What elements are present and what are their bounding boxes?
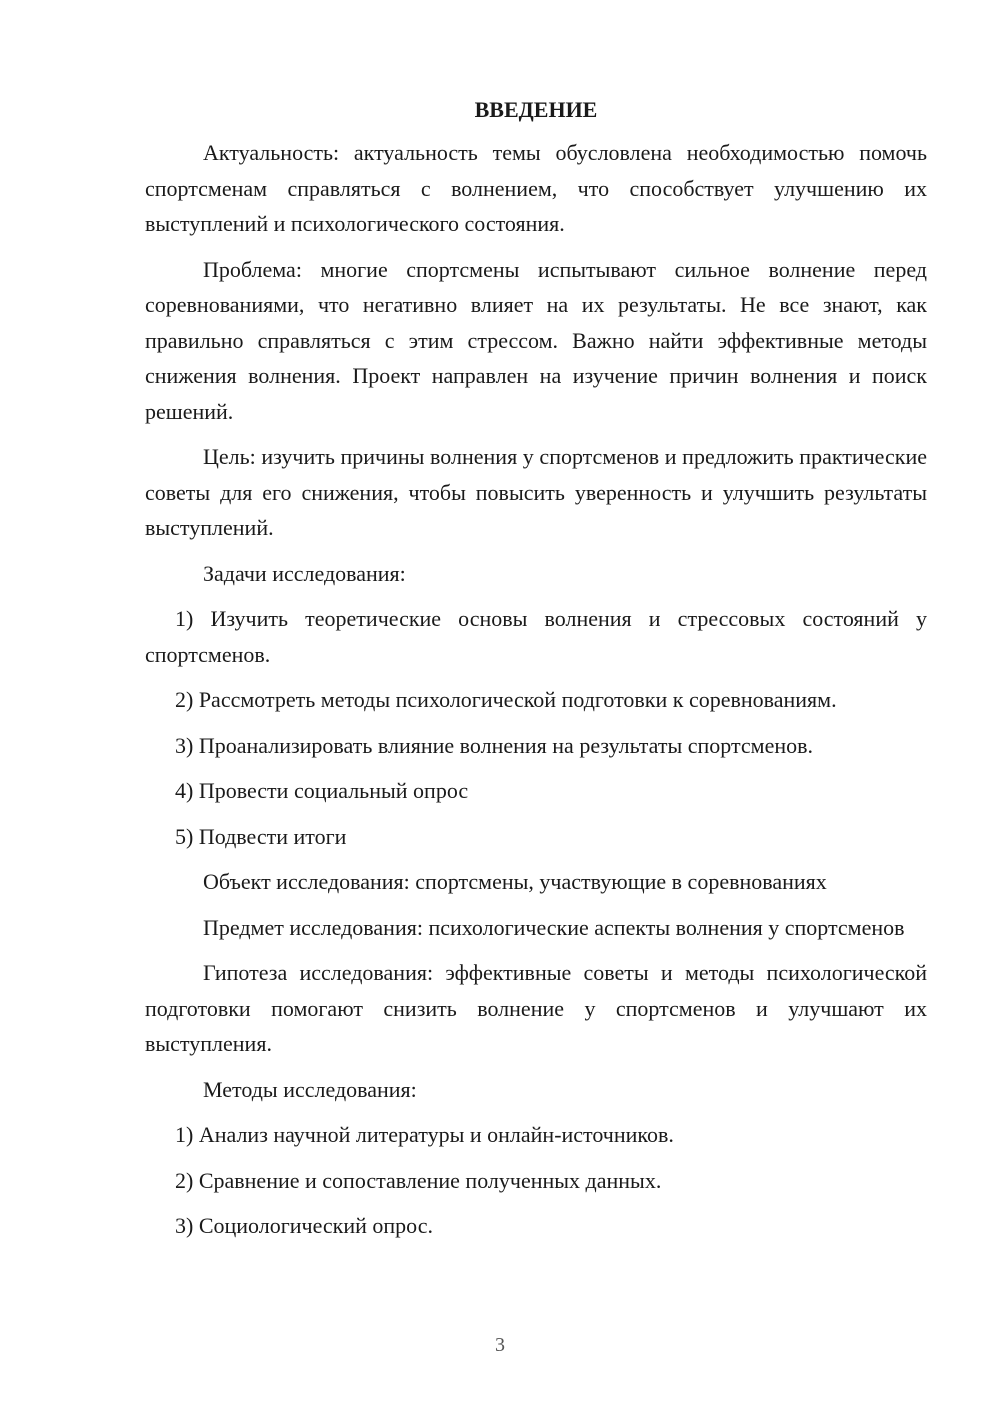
section-title: ВВЕДЕНИЕ [474, 97, 598, 122]
tasks-heading: Задачи исследования: [203, 560, 406, 586]
task-item-4: 4) Провести социальный опрос [175, 778, 469, 803]
task-item-2: 2) Рассмотреть методы психологической подготовки к соревнованиям. [175, 687, 837, 712]
task-item-3: 3) Проанализировать влияние волнения на результаты спортсменов. [175, 732, 813, 758]
method-item-1: 1) Анализ научной литературы и онлайн-источников. [175, 1122, 674, 1147]
method-item-3: 3) Социологический опрос. [175, 1213, 433, 1238]
page-number: 3 [495, 1334, 505, 1356]
method-item-2: 2) Сравнение и сопоставление полученных данных. [175, 1167, 662, 1193]
paragraph-object: Объект исследования: спортсмены, участвующие в соревнованиях [203, 869, 827, 894]
paragraph-problem: Проблема: многие спортсмены испытывают сильное волнение перед соревнованиями, что негативно влияет на их результаты. Не все знают, как правильно справляться с этим стрессом. Важно найти эффективные методы снижения волнения. Проект направлен на изучение причин волнения и поиск решений. [145, 256, 927, 424]
paragraph-subject: Предмет исследования: психологические аспекты волнения у спортсменов [203, 914, 905, 940]
task-item-5: 5) Подвести итоги [175, 823, 347, 849]
paragraph-hypothesis: Гипотеза исследования: эффективные советы и методы психологической подготовки помогают снизить волнение у спортсменов и улучшают их выступления. [145, 960, 927, 1056]
task-item-1: 1) Изучить теоретические основы волнения и стрессовых состояний у спортсменов. [145, 606, 927, 667]
methods-heading: Методы исследования: [203, 1076, 417, 1102]
document-page [145, 95, 927, 1254]
paragraph-goal: Цель: изучить причины волнения у спортсменов и предложить практические советы для его снижения, чтобы повысить уверенность и улучшить результаты выступлений. [145, 444, 927, 540]
paragraph-relevance: Актуальность: актуальность темы обусловлена необходимостью помочь спортсменам справляться с волнением, что способствует улучшению их выступлений и психологического состояния. [145, 140, 927, 236]
